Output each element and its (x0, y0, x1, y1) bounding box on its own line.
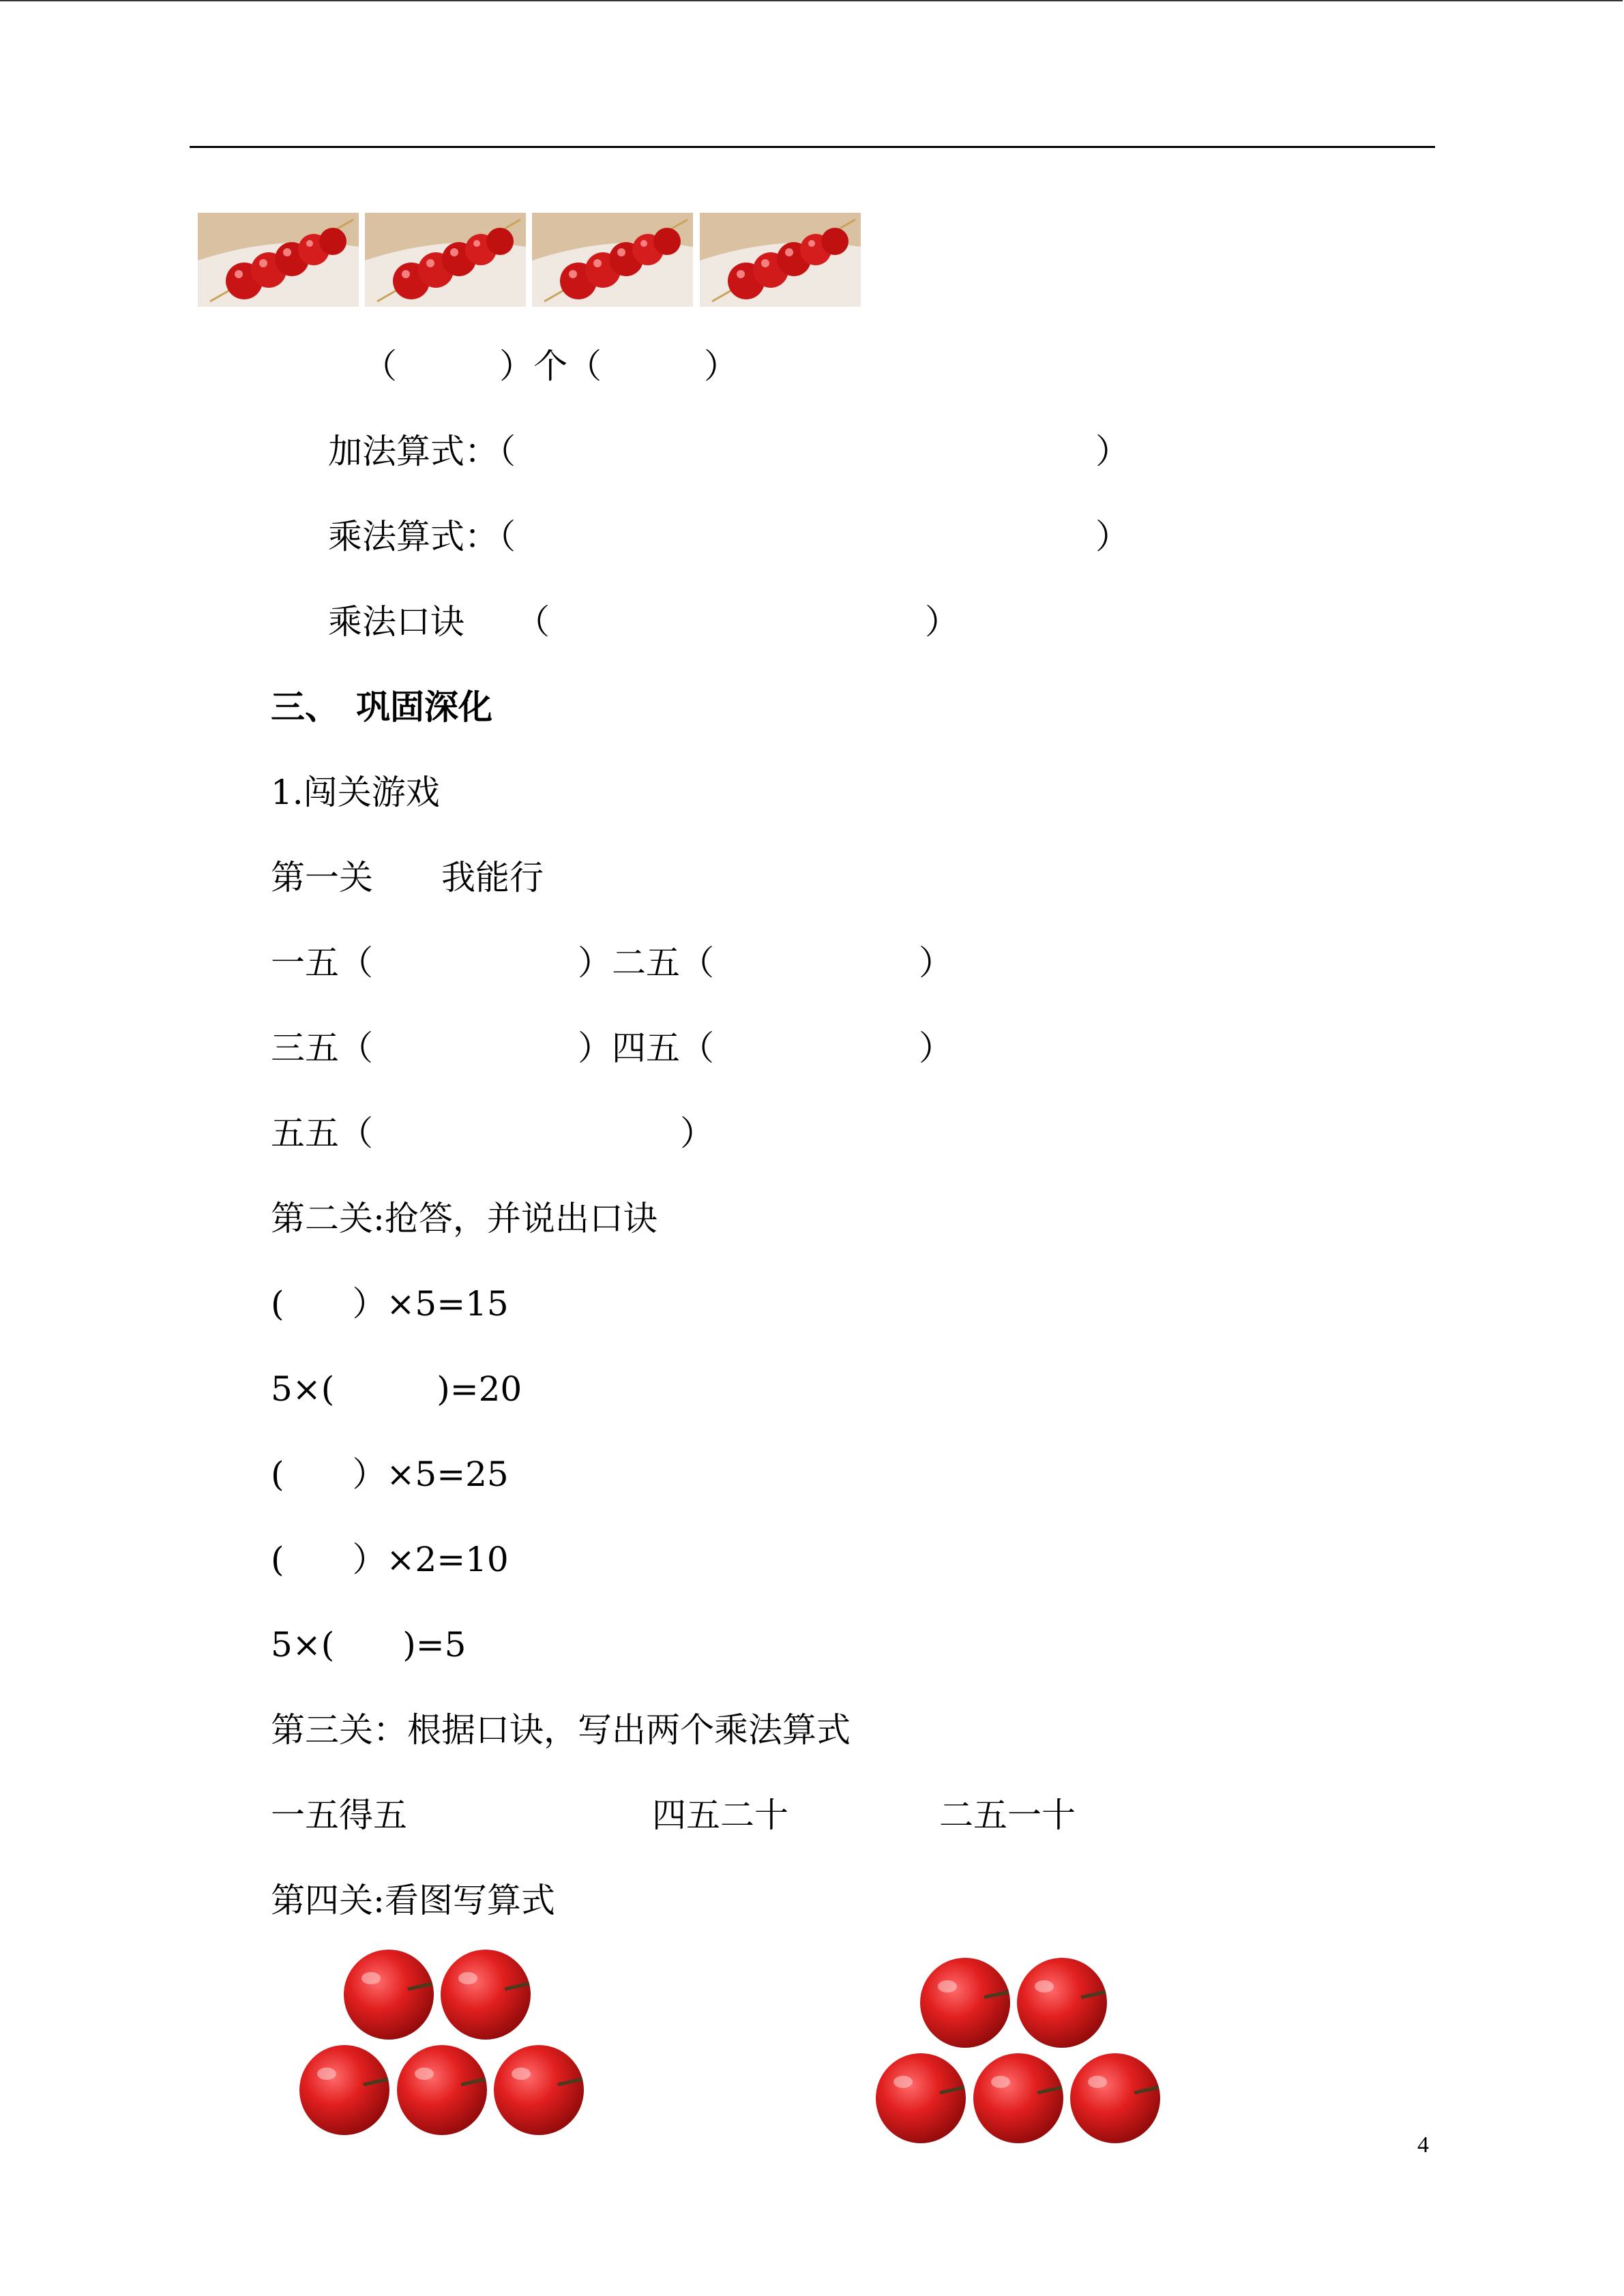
candied-hawthorn-image-3 (532, 213, 693, 307)
level1-row: 五五（ ） (271, 1114, 714, 1153)
level1-row: 三五（ ）四五（ ） (271, 1028, 953, 1068)
level1-title: 第一关 我能行 (271, 858, 544, 897)
level3-title: 第三关：根据口诀，写出两个乘法算式 (271, 1710, 851, 1750)
multiplication-rhyme-prompt: 乘法口诀 （ ） (328, 602, 959, 642)
level2-title: 第二关:抢答，并说出口诀 (271, 1199, 658, 1238)
level2-question: ( ）×2=10 (271, 1540, 509, 1579)
level2-question: ( ）×5=15 (271, 1284, 509, 1324)
level4-title: 第四关:看图写算式 (271, 1881, 555, 1920)
level3-rhyme: 四五二十 (652, 1795, 788, 1835)
level2-question: 5×( )=5 (271, 1625, 467, 1665)
candied-hawthorn-image-4 (700, 213, 861, 307)
apples-group-1 (293, 1943, 593, 2148)
section-heading: 三、 巩固深化 (271, 687, 492, 727)
header-rule (190, 146, 1435, 148)
level1-row: 一五（ ）二五（ ） (271, 943, 953, 983)
count-blanks: （ ）个（ ） (363, 346, 738, 386)
item-heading: 1.闯关游戏 (271, 773, 440, 812)
level3-rhyme: 一五得五 (271, 1795, 407, 1835)
level3-rhyme: 二五一十 (939, 1795, 1076, 1835)
multiplication-formula-prompt: 乘法算式：（ ） (328, 517, 1130, 556)
page-number: 4 (1417, 2132, 1429, 2158)
candied-hawthorn-image-1 (198, 213, 359, 307)
level2-question: 5×( )=20 (271, 1369, 522, 1409)
apples-group-2 (870, 1952, 1170, 2156)
addition-formula-prompt: 加法算式：（ ） (328, 432, 1130, 471)
candied-hawthorn-image-2 (365, 213, 526, 307)
level2-question: ( ）×5=25 (271, 1455, 509, 1494)
